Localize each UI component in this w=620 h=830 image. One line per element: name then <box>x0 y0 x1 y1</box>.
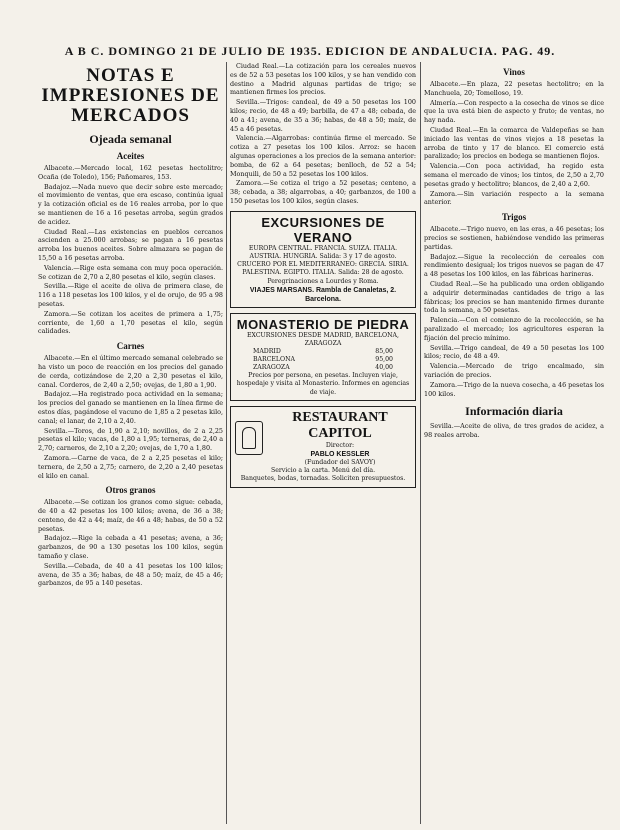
paragraph: Sevilla.—Cebada, de 40 a 41 pesetas los 100 kilos; avena, de 35 a 36; habas, de 48 a 50; maíz, de 45 a 46; garbanzos, de 95 a 140 pesetas. <box>38 561 223 588</box>
column-3 <box>424 62 604 824</box>
column-rule <box>420 62 421 824</box>
paragraph: Albacete.—Mercado local, 162 pesetas hectolitro; Ocaña (de Toledo), 156; Pañomares, 153. <box>38 164 223 181</box>
paragraph: Ciudad Real.—En la comarca de Valdepeñas se han iniciado las ventas de vinos viejos a 18 pesetas la arroba de tinto y 17 de blanco. El comercio está paralizado; los precios en bodega se mantienen flojos. <box>424 125 604 161</box>
paragraph: Valencia.—Con poca actividad, ha regido esta semana el mercado de vinos; los tintos, de 2,50 a 2,70 pesetas grado y hectolitro; blancos, de 2,40 a 2,60. <box>424 162 604 188</box>
page-header: A B C. DOMINGO 21 DE JULIO DE 1935. EDICION DE ANDALUCIA. PAG. 49. <box>64 44 556 58</box>
price-row <box>235 356 411 364</box>
heading-trigos: Trigos <box>501 212 527 223</box>
paragraph: Ciudad Real.—Se ha publicado una orden obligando a adquirir determinadas cantidades de trigo a las fábricas; los precios se han mantenido firmes durante toda la semana, a 50 pesetas. <box>424 279 604 315</box>
price-value: 85,00 <box>375 348 393 356</box>
paragraph: Badajoz.—Rige la cebada a 41 pesetas; avena, a 36; garbanzos, de 90 a 130 pesetas los 100 kilos, según tamaño y clase. <box>38 534 223 561</box>
heading-carnes: Carnes <box>116 341 145 352</box>
paragraph: Badajoz.—Nada nuevo que decir sobre este mercado; el movimiento de ventas, que era escaso, continúa igual y la cotización oficial es de 16 reales arroba, por lo que se mantienen de 16 a 16 pesetas arroba, según grados de acidez. <box>38 182 223 226</box>
ad-excursiones <box>230 211 416 308</box>
paragraph: Badajoz.—Ha registrado poca actividad en la semana; los precios del ganado se mantienen en la línea firme de estos días, pagándose el vacuno de 1,85 a 2 pesetas kilo, canal; el lanar, de 2,10 a 2,40. <box>38 390 223 425</box>
column-1 <box>38 62 223 824</box>
ad-line: CRUCERO POR EL MEDITERRANEO: GRECIA. SIRIA. PALESTINA. EGIPTO. ITALIA. Salida: 28 de agosto. <box>237 261 409 277</box>
paragraph: Zamora.—Se cotiza el trigo a 52 pesetas; centeno, a 38; cebada, a 38; algarrobas, a 40; garbanzos, de 100 a 150 pesetas los 100 kilos, según clases. <box>230 179 416 205</box>
ad-line: Peregrinaciones a Lourdes y Roma. <box>267 277 379 285</box>
heading-aceites: Aceites <box>116 151 145 161</box>
column-rule <box>226 62 227 824</box>
paragraph: Valencia.—Algarrobas: continúa firme el mercado. Se cotiza a 27 pesetas los 100 kilos. Arroz: se hacen algunas operaciones a los precios de la semana anterior: bomba, de 62 a 64 pesetas; benlloch, de 52 a 54; Monquili, de 50 a 52 pesetas los 100 kilos. <box>230 134 416 178</box>
column-2 <box>230 62 416 824</box>
paragraph: Sevilla.—Aceite de oliva, de tres grados de acidez, a 98 reales arroba. <box>424 422 604 440</box>
price-place: BARCELONA <box>253 356 295 364</box>
price-row <box>235 348 411 356</box>
heading-vinos: Vinos <box>503 67 525 77</box>
heading-otros-granos: Otros granos <box>105 485 156 496</box>
price-row <box>235 364 411 372</box>
paragraph: Palencia.—Con el comienzo de la recolección, se ha paralizado el mercado; los agricultores esperan la fijación del precio mínimo. <box>424 316 604 342</box>
restaurant-name: RESTAURANT CAPITOL <box>292 409 388 441</box>
ad-note: Precios por persona, en pesetas. Incluyen viaje, hospedaje y visita al Monasterio. Informes en agencias de viaje. <box>236 372 410 396</box>
ad-title: EXCURSIONES DE VERANO <box>261 214 385 245</box>
paragraph: Badajoz.—Sigue la recolección de cereales con rendimiento desigual; los trigos nuevos se pagan de 47 a 48 pesetas los 100 kilos, en las fábricas harineras. <box>424 252 604 279</box>
ad-subtitle: EXCURSIONES DESDE MADRID, BARCELONA, ZARAGOZA <box>247 331 399 347</box>
paragraph: Sevilla.—Rige el aceite de oliva de primera clase, de 116 a 118 pesetas los 100 kilos, y el de orujo, de 95 a 98 pesetas. <box>38 282 223 308</box>
paragraph: Ciudad Real.—Las existencias en pueblos cercanos ascienden a 25.000 arrobas; se pagan a 16 pesetas arroba los buenos aceites. Sobre almazara se pagan de 15,50 a 16 pesetas arroba. <box>38 227 223 262</box>
ad-line: EUROPA CENTRAL. FRANCIA. SUIZA. ITALIA. AUSTRIA. HUNGRIA. Salida: 3 y 17 de agosto. <box>248 244 398 260</box>
ad-line: Servicio a la carta. Menú del día. <box>270 467 376 475</box>
restaurant-box <box>235 410 411 467</box>
heading-informacion-diaria: Información diaria <box>465 404 563 419</box>
paragraph: Zamora.—Carne de vaca, de 2 a 2,25 pesetas el kilo; ternera, de 2,50 a 2,75; carnero, de 2,20 a 2,40 pesetas el kilo en canal. <box>38 453 223 480</box>
paragraph: Albacete.—Trigo nuevo, en las eras, a 46 pesetas; los precios se sostienen, habiéndose vendido las primeras partidas. <box>424 225 604 251</box>
section-subtitle: Ojeada semanal <box>89 132 172 146</box>
ad-line: VIAJES MARSANS. Rambla de Canaletas, 2. Barcelona. <box>249 286 397 303</box>
paragraph: Almería.—Con respecto a la cosecha de vinos se dice que la uva está bien de aspecto y fruto; de ventas, no hay nada. <box>424 98 604 125</box>
price-value: 95,00 <box>375 356 393 364</box>
price-place: MADRID <box>253 348 281 356</box>
paragraph: Albacete.—En plaza, 22 pesetas hectolitro; en la Manchuela, 20; Tomelloso, 19. <box>424 80 604 97</box>
price-place: ZARAGOZA <box>253 364 290 372</box>
founder-note: (Fundador del SAVOY) <box>304 458 376 466</box>
ad-restaurant <box>230 406 416 488</box>
paragraph: Sevilla.—Trigo candeal, de 49 a 50 pesetas los 100 kilos; recio, de 48 a 49. <box>424 343 604 361</box>
paragraph: Albacete.—En el último mercado semanal celebrado se ha visto un poco de reacción en los precios del ganado de cerda, cotizándose de 2,20 a 2,30 pesetas el kilo, canal. Corderos, de 2,40 a 2,50; ovejas, de 1,80 a 1,90. <box>38 354 223 389</box>
ad-line: Banquetes, bodas, tornadas. Soliciten presupuestos. <box>240 475 406 483</box>
director-name: PABLO KESSLER <box>310 450 370 458</box>
ad-monasterio <box>230 313 416 401</box>
paragraph: Valencia.—Mercado de trigo encalmado, sin variación de precios. <box>424 362 604 379</box>
paragraph: Zamora.—Se cotizan los aceites de primera a 1,75; corriente, de 1,60 a 1,70 pesetas el kilo, según calidades. <box>38 309 223 336</box>
paragraph: Sevilla.—Toros, de 1,90 a 2,10; novillos, de 2 a 2,25 pesetas el kilo; vacas, de 1,80 a 1,95; terneras, de 2,40 a 2,70; carneros, de 2,10 a 2,20; ovejas, de 1,70 a 1,80. <box>38 426 223 453</box>
ad-title: MONASTERIO DE PIEDRA <box>236 316 410 332</box>
paragraph: Zamora.—Trigo de la nueva cosecha, a 46 pesetas los 100 kilos. <box>424 380 604 398</box>
paragraph: Sevilla.—Trigos: candeal, de 49 a 50 pesetas los 100 kilos; recio, de 48 a 49; barbilla, de 47 a 48; cebada, de 40 a 41; avena, de 35 a 36; habas, de 48 a 50; maíz, de 45 a 46 pesetas. <box>230 98 416 133</box>
price-value: 40,00 <box>375 364 393 372</box>
paragraph: Ciudad Real.—La cotización para los cereales nuevos es de 52 a 53 pesetas los 100 kilos, y se han vendido con destino a Madrid algunas partidas de trigo; se mantienen firmes los precios. <box>230 62 416 97</box>
restaurant-logo-icon <box>235 421 263 455</box>
director-label: Director: <box>325 441 355 449</box>
paragraph: Zamora.—Sin variación respecto a la semana anterior. <box>424 189 604 207</box>
paragraph: Albacete.—Se cotizan los granos como sigue: cebada, de 40 a 42 pesetas los 100 kilos; avena, de 36 a 38; centeno, de 42 a 44; maíz, de 46 a 48; habas, de 50 a 52 pesetas. <box>38 498 223 533</box>
section-title: NOTAS E IMPRESIONES DE MERCADOS <box>41 65 220 126</box>
paragraph: Valencia.—Rige esta semana con muy poca operación. Se cotizan de 2,70 a 2,80 pesetas el kilo, según clases. <box>38 263 223 281</box>
